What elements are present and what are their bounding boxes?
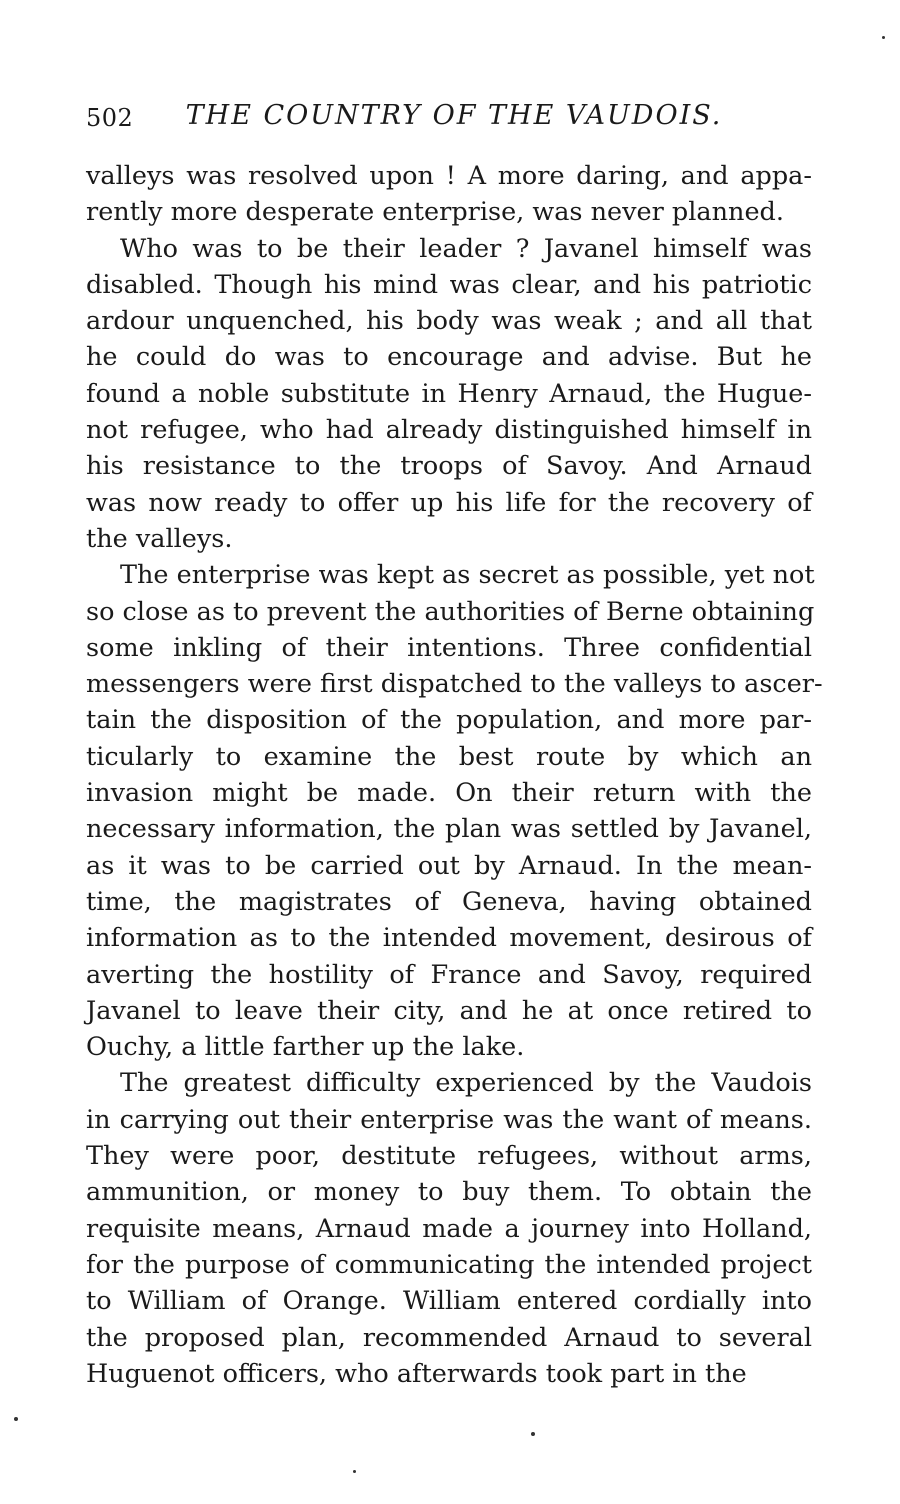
text-line: Javanel to leave their city, and he at once retired to bbox=[86, 995, 812, 1026]
text-line: requisite means, Arnaud made a journey into Holland, bbox=[86, 1213, 812, 1244]
page-number: 502 bbox=[86, 104, 134, 132]
text-line: the proposed plan, recommended Arnaud to several bbox=[86, 1322, 812, 1353]
paragraph bbox=[86, 158, 812, 231]
text-line: some inkling of their intentions. Three confidential bbox=[86, 632, 812, 663]
text-line: the valleys. bbox=[86, 523, 233, 554]
text-line: ticularly to examine the best route by which an bbox=[86, 741, 812, 772]
text-line: The greatest difficulty experienced by the Vaudois bbox=[120, 1068, 812, 1099]
text-line: invasion might be made. On their return with the bbox=[86, 778, 812, 809]
text-line: Who was to be their leader ? Javanel himself was bbox=[120, 233, 812, 264]
text-line: as it was to be carried out by Arnaud. In the mean- bbox=[86, 850, 812, 881]
page-header bbox=[86, 100, 816, 140]
text-line: so close as to prevent the authorities of Berne obtaining bbox=[86, 596, 815, 627]
text-line: necessary information, the plan was settled by Javanel, bbox=[86, 814, 812, 845]
text-line: not refugee, who had already distinguished himself in bbox=[86, 415, 812, 446]
text-line: messengers were first dispatched to the valleys to ascer- bbox=[86, 669, 823, 700]
text-line: his resistance to the troops of Savoy. And Arnaud bbox=[86, 451, 812, 482]
ink-speck bbox=[531, 1432, 535, 1436]
text-line: They were poor, destitute refugees, without arms, bbox=[86, 1141, 812, 1172]
text-line: Ouchy, a little farther up the lake. bbox=[86, 1032, 525, 1063]
ink-speck bbox=[882, 36, 885, 39]
text-line: information as to the intended movement, desirous of bbox=[86, 923, 812, 954]
ink-speck bbox=[353, 1470, 356, 1473]
text-line: averting the hostility of France and Savoy, required bbox=[86, 959, 812, 990]
paragraph bbox=[86, 231, 812, 558]
text-line: The enterprise was kept as secret as possible, yet not bbox=[120, 560, 815, 591]
text-line: ammunition, or money to buy them. To obtain the bbox=[86, 1177, 812, 1208]
text-line: found a noble substitute in Henry Arnaud, the Hugue- bbox=[86, 378, 812, 409]
text-line: disabled. Though his mind was clear, and his patriotic bbox=[86, 269, 812, 300]
text-line: for the purpose of communicating the intended project bbox=[86, 1249, 812, 1280]
text-line: ardour unquenched, his body was weak ; and all that bbox=[86, 306, 812, 337]
text-line: to William of Orange. William entered cordially into bbox=[86, 1286, 812, 1317]
text-line: time, the magistrates of Geneva, having obtained bbox=[86, 886, 812, 917]
text-line: in carrying out their enterprise was the want of means. bbox=[86, 1104, 812, 1135]
text-line: was now ready to offer up his life for the recovery of bbox=[86, 487, 812, 518]
text-line: he could do was to encourage and advise. But he bbox=[86, 342, 812, 373]
paragraph bbox=[86, 1065, 812, 1392]
text-line: Huguenot officers, who afterwards took part in the bbox=[86, 1358, 747, 1389]
body-text bbox=[86, 158, 823, 1392]
text-line: tain the disposition of the population, and more par- bbox=[86, 705, 812, 736]
running-title: THE COUNTRY OF THE VAUDOIS. bbox=[185, 100, 723, 131]
text-line: rently more desperate enterprise, was never planned. bbox=[86, 197, 784, 228]
paragraph bbox=[86, 557, 823, 1065]
ink-speck bbox=[14, 1417, 18, 1421]
text-line: valleys was resolved upon ! A more daring, and appa- bbox=[86, 161, 812, 191]
